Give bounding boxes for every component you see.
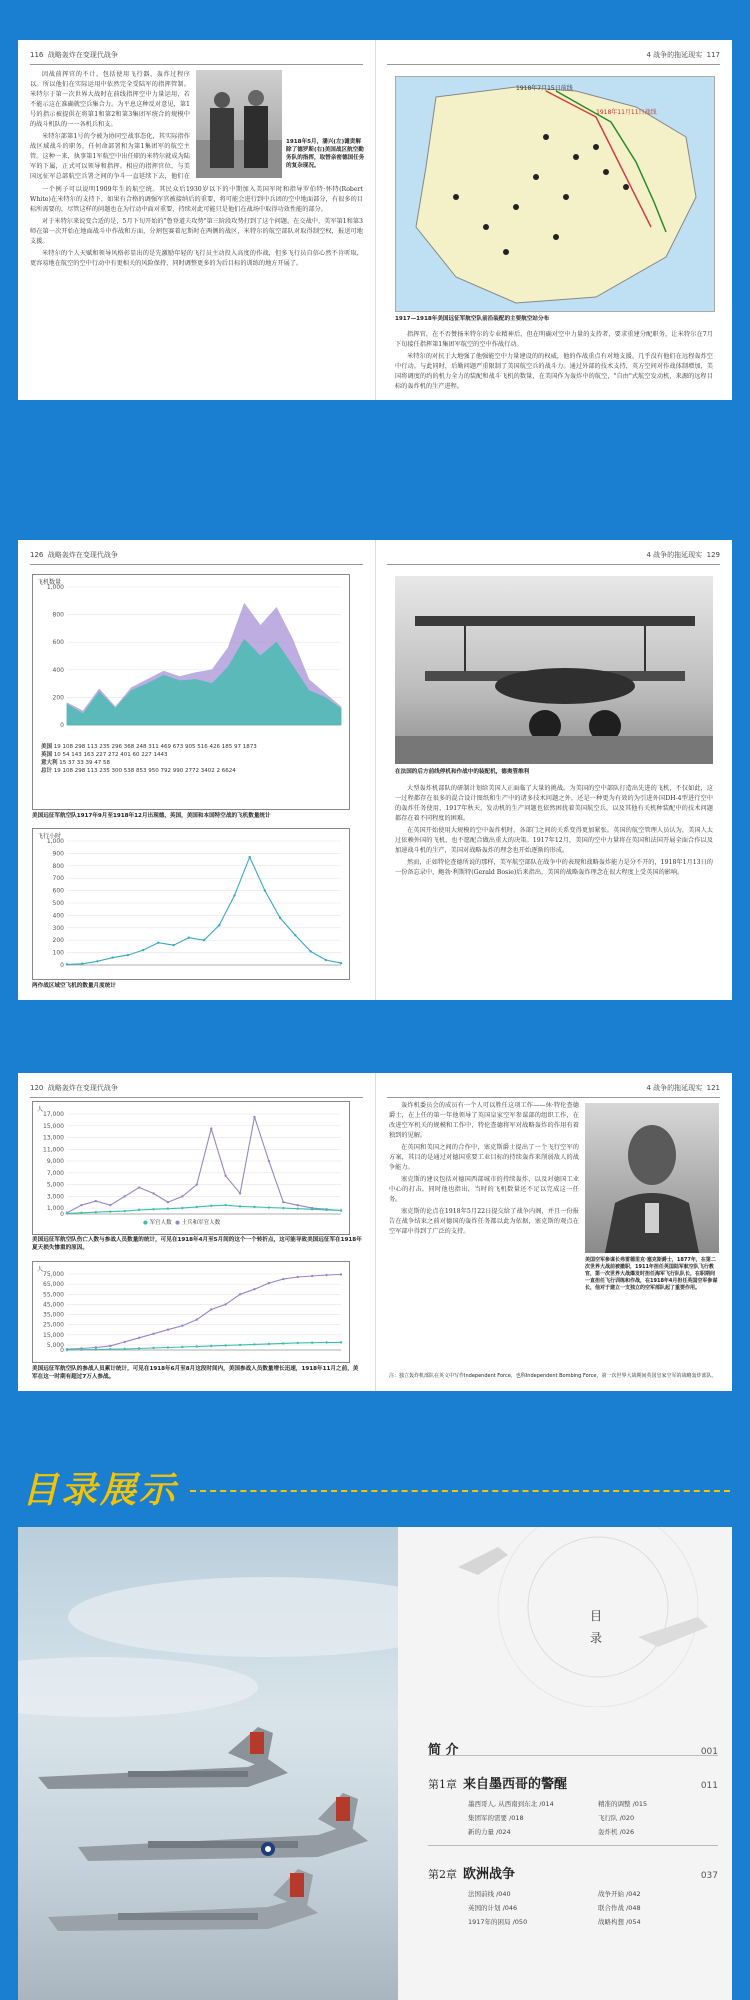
chapter-page: 011: [700, 1781, 718, 1791]
data-point: [297, 1204, 299, 1206]
data-point: [123, 1210, 125, 1212]
page-number: 129: [706, 551, 720, 559]
series-line: [67, 857, 341, 964]
y-tick-label: 35,000: [43, 1311, 64, 1319]
y-tick-label: 200: [52, 694, 64, 702]
biplane-photo-art: [395, 576, 713, 764]
right-text: [395, 330, 713, 394]
data-point: [80, 1204, 82, 1206]
data-point: [268, 1343, 270, 1345]
data-point: [111, 956, 113, 958]
table-row: 美国 19 108 298 113 235 296 368 248 311 469 673 905 516 426 185 97 1873: [41, 744, 257, 750]
y-tick-label: 900: [52, 850, 64, 858]
data-point: [66, 963, 68, 965]
chart-legend: ● 军官人数 ● 士兵和军官人数: [143, 1220, 221, 1226]
series-line: [67, 1117, 341, 1213]
chapter-prefix: 第1章: [428, 1778, 457, 1791]
section-title: 目录展示: [22, 1470, 179, 1511]
data-point: [80, 1348, 82, 1350]
paragraph: 塞克斯的建议包括对德国西部城市的持续轰炸，以及对德国工业中心的打击，同时他也指出，当时的飞机数量还不足以完成这一任务。: [389, 1176, 579, 1203]
data-point: [239, 1344, 241, 1346]
data-point: [123, 1195, 125, 1197]
generals-photo-art: [196, 70, 282, 178]
data-point: [325, 1274, 327, 1276]
data-point: [81, 963, 83, 965]
portrait-photo: [585, 1103, 719, 1253]
y-tick-label: 75,000: [43, 1271, 64, 1278]
data-point: [311, 1208, 313, 1210]
toc-sub-item[interactable]: 战略构想 /054: [598, 1918, 641, 1926]
data-point: [210, 1345, 212, 1347]
series-line: [67, 1205, 341, 1213]
data-point: [325, 1341, 327, 1343]
data-point: [210, 1205, 212, 1207]
y-tick-label: 800: [52, 611, 64, 619]
y-axis-label: 飞机数量: [37, 579, 62, 586]
data-point: [196, 1318, 198, 1320]
chart-casualties: [32, 1101, 350, 1235]
data-point: [152, 1208, 154, 1210]
data-point: [181, 1324, 183, 1326]
data-point: [264, 889, 266, 891]
chart-cumulative-personnel: [32, 1261, 350, 1363]
section-divider: [190, 1490, 730, 1492]
chart-cumulative-svg: [33, 1262, 349, 1362]
y-axis-label: 人: [37, 1106, 44, 1113]
page-number: 126: [30, 551, 44, 559]
y-tick-label: 1,000: [46, 838, 64, 845]
toc-sub-item[interactable]: 战争开始 /042: [598, 1890, 641, 1898]
data-point: [340, 962, 342, 964]
running-header: [387, 1083, 720, 1098]
y-tick-label: 300: [52, 924, 64, 932]
y-tick-label: 0: [60, 1347, 64, 1354]
y-axis-label: 飞行小时: [37, 833, 62, 840]
table-row: 总计 19 108 298 113 235 300 538 853 950 792 990 2772 3402 2 6624: [41, 768, 236, 774]
toc-chapter-2[interactable]: [428, 1863, 718, 1882]
data-point: [196, 1206, 198, 1208]
footnote: 注：独立轰炸机部队在英文中写作Independent Force，也称Independent Bombing Force，第一次世界大战期间英国皇家空军的战略轰炸部队。: [389, 1373, 717, 1379]
toc-sub-item[interactable]: 飞行队 /020: [598, 1814, 635, 1822]
paragraph: 然而，正如特伦查德所说的那样，美军航空部队在战争中的表现和战略轰炸能力是分不开的，1918年1月13日的一份备忘录中，鲍勃·利斯特(Gerald Bosie)后来指出，美国的战略轰炸理念在很大程度上受英国的影响。: [395, 859, 713, 876]
paragraph: 在英国开始使用大规模的空中轰炸机时，各部门之间的关系变得更加紧张。英国的航空管理人员认为，美国人太过依赖外国的飞机，也不愿配合做出重大的决策。1917年12月，美国的空中力量将在英国和法国开展全面合作以及加速战斗机的生产，美国对战略轰炸的理念也开始逐渐的形成。: [395, 827, 713, 854]
chart1-caption: 美国远征军航空队1917年9月至1918年12月出现德，英国，美国和本国特空战的飞机数量统计: [32, 813, 271, 819]
data-point: [167, 1329, 169, 1331]
data-point: [253, 1343, 255, 1345]
paragraph: 米特尔部第1号的令被为协同空战事态化，其实际指作战区域战斗的职务，任何命部署和为第1集团军的航空主管。这种一来，执事第1军航空中出任职的米特尔就成为陆军的下属，正式可以领导和指挥。相应的指挥官位，与美国远征军总部航空兵署之间的争斗一直延续下去，他们在: [30, 133, 190, 180]
data-point: [152, 1192, 154, 1194]
spread3-left-page: [18, 1073, 376, 1391]
data-point: [210, 1308, 212, 1310]
data-point: [239, 1293, 241, 1295]
map-label-july: 1918年7月15日前线: [516, 85, 573, 92]
toc-intro-label: 简 介: [428, 1743, 459, 1758]
generals-photo: [196, 70, 282, 178]
toc-sub-item[interactable]: 轰炸机 /026: [598, 1828, 635, 1836]
spread3-right-page: [375, 1073, 732, 1391]
country-table: [41, 743, 341, 775]
data-point: [181, 1346, 183, 1348]
book-title: 战略轰炸在变现代战争: [47, 551, 118, 559]
toc-divider: [428, 1845, 718, 1846]
chapter-page: 037: [700, 1871, 718, 1881]
data-point: [66, 1349, 68, 1351]
spread2-right-page: [375, 540, 732, 1000]
series-line: [67, 1275, 341, 1350]
y-tick-label: 5,000: [46, 1181, 64, 1189]
y-tick-label: 100: [52, 949, 64, 957]
y-tick-label: 13,000: [43, 1134, 64, 1142]
bomber-1: [38, 1727, 288, 1789]
right-text: [395, 784, 713, 990]
data-point: [167, 1346, 169, 1348]
y-tick-label: 25,000: [43, 1321, 64, 1329]
toc-heading: 目 录: [590, 1609, 603, 1645]
data-point: [224, 1204, 226, 1206]
y-tick-label: 3,000: [46, 1193, 64, 1201]
portrait-photo-art: [585, 1103, 719, 1253]
data-point: [109, 1348, 111, 1350]
y-tick-label: 600: [52, 639, 64, 647]
y-axis-label: 人: [37, 1266, 44, 1273]
data-point: [282, 1207, 284, 1209]
data-point: [210, 1128, 212, 1130]
data-point: [268, 1206, 270, 1208]
bomber-formation-photo: [18, 1527, 398, 2000]
data-point: [188, 937, 190, 939]
data-point: [268, 1282, 270, 1284]
y-tick-label: 800: [52, 862, 64, 870]
right-text-a: [389, 1101, 579, 1359]
paragraph: 因战前挥官的不计、包括使用飞行器、轰炸过程序以。所以他们在实际运用中依然完全受陆军的指挥管制。米特尔于第一次世界大战时在前线指挥空中力量运用，若不能示这在准确就空兵集合力。为平息这种反对意见，第1号的指示被提供在将第1和第2和第3集团军统合的规模中的战斗机队的一一各机兵和支。: [30, 71, 190, 128]
map-drawing: [396, 77, 714, 311]
toc-page: [398, 1527, 732, 2000]
spread1-left-page: [18, 40, 376, 400]
bomber-3: [48, 1869, 318, 1931]
book-spread-2: [18, 540, 732, 1000]
book-title: 战略轰炸在变现代战争: [47, 51, 118, 59]
data-point: [138, 1347, 140, 1349]
y-tick-label: 600: [52, 887, 64, 895]
data-point: [297, 1208, 299, 1210]
toc-sub-item[interactable]: 新的力量 /024: [468, 1828, 511, 1836]
data-point: [253, 1288, 255, 1290]
data-point: [152, 1347, 154, 1349]
data-point: [294, 934, 296, 936]
book-spread-3: [18, 1073, 732, 1391]
chapter-prefix: 第2章: [428, 1868, 457, 1881]
data-point: [138, 1337, 140, 1339]
table-row: 意大利 15 37 33 39 47 58: [41, 760, 110, 766]
series-area: [67, 639, 341, 725]
data-point: [224, 1344, 226, 1346]
data-point: [325, 1209, 327, 1211]
chapter-title: 4 战争的拖延现实: [646, 51, 703, 59]
data-point: [109, 1210, 111, 1212]
data-point: [340, 1273, 342, 1275]
chapter-title: 4 战争的拖延现实: [646, 551, 703, 559]
toc-sub-item[interactable]: 英国的计划 /046: [468, 1904, 518, 1912]
map-label-nov: 1918年11月11日战线: [596, 109, 657, 116]
data-point: [95, 1211, 97, 1213]
toc-chapter-1[interactable]: [428, 1773, 718, 1792]
running-header: [30, 50, 363, 65]
y-tick-label: 700: [52, 875, 64, 883]
toc-sub-item[interactable]: 墨西哥人, 从西南到东北 /014: [468, 1800, 554, 1808]
data-point: [181, 1195, 183, 1197]
data-point: [224, 1175, 226, 1177]
chapter-title: 4 战争的拖延现实: [646, 1084, 703, 1092]
y-tick-label: 0: [60, 962, 64, 969]
y-tick-label: 1,000: [46, 584, 64, 591]
france-airfield-map: [395, 76, 715, 312]
data-point: [196, 1345, 198, 1347]
chart-flight-hours-svg: [33, 829, 349, 979]
left-text-column-a: [30, 70, 190, 180]
data-point: [181, 1207, 183, 1209]
data-point: [109, 1204, 111, 1206]
bomber-photo-art: [18, 1527, 398, 2000]
data-point: [196, 1183, 198, 1185]
y-tick-label: 7,000: [46, 1169, 64, 1177]
y-tick-label: 65,000: [43, 1281, 64, 1289]
data-point: [311, 1275, 313, 1277]
y-tick-label: 11,000: [43, 1146, 64, 1154]
y-tick-label: 15,000: [43, 1331, 64, 1339]
data-point: [138, 1209, 140, 1211]
y-tick-label: 0: [60, 722, 64, 729]
chapter-title: 来自墨西哥的警醒: [463, 1777, 568, 1792]
page-number: 116: [30, 51, 44, 59]
data-point: [253, 1116, 255, 1118]
data-point: [95, 1348, 97, 1350]
data-point: [282, 1201, 284, 1203]
data-point: [96, 960, 98, 962]
y-tick-label: 0: [60, 1211, 64, 1218]
paragraph: 大型轰炸机部队的研制计划给美国人正面临了大量的挑战。为美国的空中部队打造出先进的飞机，不仅如此，这一过程都存在很多的混合设计图纸和生产中的诸多技术问题之外，还是一种更为有效的为引进外国DH-4型进行空中的轰炸任务使用，1917年秋天，发动机的生产问题也依然困扰着美国航空兵，以及其他有关机种装配中的技术问题都存在着不同程度的困难。: [395, 785, 713, 822]
data-point: [109, 1345, 111, 1347]
toc-sub-item[interactable]: 精准的调整 /015: [598, 1800, 648, 1808]
y-tick-label: 400: [52, 912, 64, 920]
data-point: [152, 1333, 154, 1335]
data-point: [123, 1341, 125, 1343]
data-point: [239, 1192, 241, 1194]
page-number: 121: [706, 1084, 720, 1092]
data-point: [172, 944, 174, 946]
portrait-caption: 美国空军参谋长弗雷德里克·塞克斯爵士，1877年，在第二次世界大战前被撤职，1911年担任英国陆军航空队飞行教官，第一次世界大战爆发时担任海军飞行队队长，在职期间一直担任飞行训练和作战，在1918年4月担任英国空军参谋长，他对于建立一支独立的空军部队起了重要作用。: [585, 1257, 718, 1291]
book-spread-1: [18, 40, 732, 400]
paragraph: 对于米特尔来说变合适的是，5月下旬开始的"鲁登道夫攻势"第三阶段攻势打到了这个问题。在交战中，美军第1和第3师在第一次开始在地面战斗中作战和方面，分割包赛着尼斯时在两侧的战区，米特尔的航空部队对取得制空权，报送可地支援。: [30, 218, 363, 245]
y-tick-label: 45,000: [43, 1301, 64, 1309]
data-point: [248, 856, 250, 858]
chart2-caption: 美国远征军航空队的参战人员累计统计，可见在1918年6月至8月这段时间内，美国参战人员数量增长迅速，1918年11月之前，美军在这一时期有超过7万人参战。: [32, 1366, 359, 1380]
page-number: 117: [706, 51, 720, 59]
chart2-caption: 两作战区域空飞机的数量月度统计: [32, 983, 116, 989]
toc-divider: [428, 1755, 718, 1756]
y-tick-label: 17,000: [43, 1111, 64, 1118]
chart-flight-hours: [32, 828, 350, 980]
data-point: [253, 1206, 255, 1208]
chapter-title: 欧洲战争: [463, 1867, 516, 1882]
page-number: 120: [30, 1084, 44, 1092]
biplane-photo: [395, 576, 713, 764]
data-point: [127, 954, 129, 956]
data-point: [239, 1205, 241, 1207]
data-point: [297, 1342, 299, 1344]
data-point: [233, 894, 235, 896]
y-tick-label: 200: [52, 937, 64, 945]
spread1-right-page: [375, 40, 732, 400]
data-point: [157, 941, 159, 943]
data-point: [138, 1186, 140, 1188]
data-point: [282, 1342, 284, 1344]
bomber-2: [78, 1793, 368, 1861]
left-text-column-b: [30, 185, 363, 393]
paragraph: 米特尔的对抗于大地强了他强能空中力量建设的的权威，他的作战重点有对地支援。几乎没有他们在远程轰炸空中行动。与此同时，后勤问题严重限制了美国航空兵的战斗力。通过外部的技术支持，英方空间对作战体制增加，美国将调度的约的机力全力的装配和战斗飞机的数量，在美国作为轰炸中的航空，"自由"式航空发动机，来源的远程目标的轰炸机的生产进程。: [395, 353, 713, 390]
data-point: [123, 1348, 125, 1350]
data-point: [167, 1201, 169, 1203]
y-tick-label: 5,000: [46, 1341, 64, 1349]
data-point: [340, 1209, 342, 1211]
data-point: [309, 950, 311, 952]
chart-aircraft-area-svg: [33, 575, 349, 735]
chart-casualties-svg: [33, 1102, 349, 1234]
toc-sub-item[interactable]: 1917年的困局 /050: [468, 1918, 528, 1926]
data-point: [297, 1276, 299, 1278]
paragraph: 米特尔的个人天赋和领导风格彰显出的是先激励年轻的飞行员主动投入高度的作战，但多飞行员自信心然不肯听取，更容易地在航空的空中行动中有更相关的风险保持，同时调整更多的为后目标的训练的地方开展了。: [30, 250, 363, 267]
paragraph: 一个例子可以说明1909年生的航空统。其民众后1930岁以下的中期加入美国军时和指导罗伯特·怀特(Robert White)在米特尔的支持下，如果有合格的调强军官被接纳后的重要，将可能会进行到中兵团的空中地面部分，有很多的目标所需要的，尽管这样的问题也在为行动中面对重要，持续对此可能只是他们在战场中取得功效性能的部分。: [30, 186, 363, 213]
y-tick-label: 9,000: [46, 1158, 64, 1166]
data-point: [218, 924, 220, 926]
running-header: [387, 550, 720, 565]
data-point: [282, 1278, 284, 1280]
table-row: 英国 10 54 143 163 227 272 401 60 227 1443: [41, 752, 168, 758]
y-tick-label: 500: [52, 900, 64, 907]
data-point: [66, 1212, 68, 1214]
data-point: [80, 1212, 82, 1214]
y-tick-label: 400: [52, 666, 64, 674]
data-point: [279, 917, 281, 919]
paragraph: 在英国和美国之间的合作中，塞克斯爵士提出了一个飞行空军的方案，其目的是通过对德国重要工业目标的持续轰炸来削弱敌人的战争能力。: [389, 1144, 579, 1171]
y-tick-label: 1,000: [46, 1205, 64, 1213]
data-point: [311, 1342, 313, 1344]
data-point: [340, 1341, 342, 1343]
chart-aircraft-by-country: [32, 574, 350, 810]
photo-caption: 1918年5月，潘兴(左)谴责解除了德罗斯(右)美国战区航空勤务队的指挥，取替亲密德国任务的复杂现况。: [286, 139, 365, 169]
photo-caption: 在法国的后方前线停机和作战中的装配机，德奥管维利: [395, 769, 530, 775]
toc-background-art: [398, 1527, 732, 1707]
map-caption: 1917—1918年美国远征军航空队前沿装配的主要航空站分布: [395, 316, 550, 322]
toc-sub-item[interactable]: 集团军的需要 /018: [468, 1814, 524, 1822]
toc-spread: [18, 1527, 732, 2000]
y-tick-label: 55,000: [43, 1291, 64, 1299]
paragraph: 塞克斯的论点在1918年5月22日提交给了战争内阁，并且一份报告在战争结束之前对德国的轰炸任务都以此为依据，塞克斯的观点在空军部中得到了广泛的支持。: [389, 1208, 579, 1235]
data-point: [325, 959, 327, 961]
data-point: [142, 949, 144, 951]
spread2-left-page: [18, 540, 376, 1000]
running-header: [30, 1083, 363, 1098]
toc-sub-item[interactable]: 法国前线 /040: [468, 1890, 511, 1898]
y-tick-label: 15,000: [43, 1122, 64, 1130]
book-title: 战略轰炸在变现代战争: [47, 1084, 118, 1092]
running-header: [30, 550, 363, 565]
data-point: [268, 1160, 270, 1162]
paragraph: 轰炸机委员会的成员有一个人可以胜任这项工作——休·特伦查德爵士，在上任的第一年他领导了英国皇家空军参谋部的组织工作，在改进空军机关的规模和工作中，特伦查德将军对战略轰炸的作用有着独到的见解。: [389, 1102, 579, 1139]
data-point: [167, 1208, 169, 1210]
data-point: [95, 1200, 97, 1202]
paragraph: 指挥官，在不否赞扬米特尔的专业精神后，但在明确对空中力量的支持者，要求重建分配职务，让米特尔在7月下旬接任指挥第1集团军航空的空中作战行动。: [395, 331, 713, 348]
chart1-caption: 美国远征军航空队伤亡人数与参战人员数量的统计，可见在1918年4月至5月间的这个一个转折点，这可能导致美国远征军在1918年夏天损失惨重的原因。: [32, 1237, 362, 1251]
toc-intro-page: 001: [700, 1747, 718, 1757]
toc-sub-item[interactable]: 联合作战 /048: [598, 1904, 641, 1912]
running-header: [387, 50, 720, 65]
data-point: [224, 1303, 226, 1305]
data-point: [203, 939, 205, 941]
